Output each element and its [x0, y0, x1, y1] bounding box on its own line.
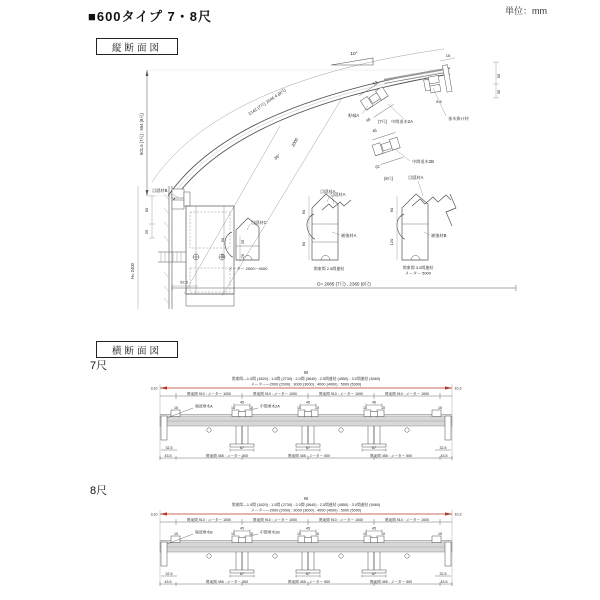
- dim-end-15-left-8: 15: [174, 531, 178, 536]
- dim-c-25: 25: [220, 253, 225, 259]
- dim-curve-length: 2142 (7尺) 2446.4 (8尺): [247, 87, 287, 117]
- dim-roof-height: 601.5 (7尺) : 654 (8尺): [139, 113, 144, 155]
- dim-mid2-15l: 15: [297, 405, 301, 410]
- dim-mid1-45-8: 45: [240, 526, 244, 531]
- dim-bay-4-8: 関東間 910 : メーター 1000: [384, 517, 430, 522]
- caption-kanto-25: 関東間 2.5間連結: [313, 266, 345, 271]
- roof-curve: [168, 68, 450, 202]
- dim-mid2-45-8: 45: [306, 526, 310, 531]
- label-mekakushi-a-right: 目隠材A: [408, 175, 424, 180]
- dim-mid1-67-8: 67: [240, 571, 244, 576]
- dim-mid1-67: 67: [240, 445, 244, 450]
- label-mekakushi-b: 目隠材B: [152, 188, 168, 193]
- dim-wall-25: 25: [144, 229, 149, 235]
- dim-rafter-45: 45: [371, 127, 378, 134]
- dim-end-15-right-8: 15: [438, 531, 442, 536]
- dim-mid3-15r-8: 15: [381, 531, 385, 536]
- cross-section-7-drawing: [146, 370, 466, 470]
- dim-a-60-top: 60: [301, 209, 306, 215]
- dim-bottom-bay-3: 関東間 455 : メーター 500: [369, 453, 413, 458]
- dim-end-15-right: 15: [438, 405, 442, 410]
- dim-bottom-bay-1-8: 関東間 455 : メーター 500: [205, 579, 249, 584]
- dim-c-50: 50: [220, 237, 225, 243]
- dim-offset-left: 3,10: [150, 386, 158, 391]
- unit-label: 単位：mm: [505, 6, 547, 16]
- dim-rafter-62: 62: [371, 79, 379, 87]
- caption-kanto-30: 関東間 3.0間連結: [402, 265, 434, 270]
- mid-rafter-detail-7: [358, 83, 394, 119]
- label-hokyo-a: 補強材A: [341, 233, 357, 238]
- dim-mid1-15r: 15: [249, 405, 253, 410]
- dim-mid2-15r: 15: [315, 405, 319, 410]
- dim-offset-left-8: 3,10: [150, 512, 158, 517]
- dim-mid1-15l-8: 15: [231, 531, 235, 536]
- cross-section-box-label: 横断面図: [96, 341, 178, 358]
- dim-arc-angle: 36°: [272, 152, 282, 161]
- caption-meter-5000: メーター 5000: [404, 270, 432, 276]
- dim-post-25: 25: [240, 239, 245, 245]
- dim-mid3-45-8: 45: [372, 526, 376, 531]
- dim-curve-radius: 2000: [290, 137, 300, 148]
- dim-435-left: 43.5: [164, 453, 172, 458]
- dim-mid2-67: 67: [306, 445, 310, 450]
- depth-dimension: [172, 281, 516, 292]
- page-title: ■600タイプ 7・8尺: [88, 9, 212, 24]
- dim-mid3-67: 67: [372, 445, 376, 450]
- dim-width-meter: メーター—2000 (2000) : 3000 (3000) : 4000 (4000) : 5000 (5000): [250, 382, 362, 387]
- dim-bay-3-8: 関東間 910 : メーター 1000: [318, 517, 364, 522]
- dim-mid1-15r-8: 15: [249, 531, 253, 536]
- mid-rafter-detail-8: [371, 132, 404, 165]
- dim-mid1-45: 45: [240, 400, 244, 405]
- dim-bottom-bay-2: 関東間 455 : メーター 500: [287, 453, 331, 458]
- dim-bottom-bay-2-8: 関東間 455 : メーター 500: [287, 579, 331, 584]
- dim-mid3-45: 45: [372, 400, 376, 405]
- dim-w-8: W: [303, 496, 309, 501]
- dim-435-right-8: 43.5: [440, 579, 448, 584]
- dim-eaves-35: 35: [496, 89, 501, 95]
- label-nobuchi-a: 野縁A: [348, 113, 360, 118]
- dim-bay-4: 関東間 910 : メーター 1000: [384, 391, 430, 396]
- label-end-rafter-b: 端部垂木B: [195, 530, 213, 535]
- dim-mid2-15r-8: 15: [315, 531, 319, 536]
- dim-slope-angle: 10°: [350, 52, 358, 57]
- cross-section-8-drawing: [146, 496, 466, 596]
- dim-w: W: [303, 370, 309, 375]
- dim-offset-right-8: 10,3: [454, 512, 462, 517]
- dim-mid2-15l-8: 15: [297, 531, 301, 536]
- label-8shaku: 8尺: [90, 485, 108, 497]
- dim-end-325-left-8: 32.5: [165, 571, 173, 576]
- label-7shaku-note: (7尺): [378, 119, 388, 124]
- dim-435-right: 43.5: [440, 453, 448, 458]
- dim-end-325-left: 32.5: [165, 445, 173, 450]
- eaves-right-dims: [493, 62, 501, 98]
- dim-mid2-67-8: 67: [306, 571, 310, 576]
- dim-bay-2: 関東間 910 : メーター 1000: [252, 391, 298, 396]
- label-hokyo-b: 補強材B: [431, 233, 447, 238]
- dim-rafter-62b: 62: [374, 163, 381, 170]
- dim-mid2-45: 45: [306, 400, 310, 405]
- dim-eaves-15: 15: [445, 53, 451, 58]
- dim-depth-span: D= 2085 (7尺) , 2365 (8尺): [317, 281, 371, 287]
- dim-b-60: 60: [389, 207, 394, 213]
- dim-bay-3: 関東間 910 : メーター 1000: [318, 391, 364, 396]
- label-mid-rafter-2b: 中間垂木2B: [260, 530, 280, 535]
- dim-mid3-15l-8: 15: [363, 531, 367, 536]
- dim-a-60-bottom: 60: [301, 241, 306, 247]
- wall-detail: [158, 186, 234, 309]
- label-8shaku-note: (8尺): [384, 176, 394, 181]
- dim-rafter-46: 46: [364, 116, 372, 124]
- vertical-section-drawing: [128, 46, 528, 316]
- frame-detail-b: [397, 194, 428, 260]
- label-mekakushi-c: 目隠材C: [251, 220, 267, 225]
- dim-bottom-bay-3-8: 関東間 455 : メーター 500: [369, 579, 413, 584]
- dim-end-15-left: 15: [174, 405, 178, 410]
- dim-offset-right: 10,3: [454, 386, 462, 391]
- dim-eaves-8-5: 8.5: [436, 99, 442, 104]
- dim-435-left-8: 43.5: [164, 579, 172, 584]
- label-chukan-taruki-2b: 中間垂木2B: [412, 159, 434, 164]
- dim-bay-1-8: 関東間 910 : メーター 1000: [186, 517, 232, 522]
- dim-wall-height: H= 2400: [130, 263, 135, 279]
- dim-bay-2-8: 関東間 910 : メーター 1000: [252, 517, 298, 522]
- eaves-detail: [383, 65, 452, 103]
- frame-detail-a: [307, 194, 338, 260]
- dim-mid3-15r: 15: [381, 405, 385, 410]
- label-7shaku: 7尺: [90, 360, 108, 372]
- dim-mid1-15l: 15: [231, 405, 235, 410]
- label-mekakushi-a-left: 目隠材A: [320, 189, 336, 194]
- dim-post-75: 75: [240, 253, 245, 259]
- dim-bay-1: 関東間 910 : メーター 1000: [186, 391, 232, 396]
- dim-mid3-67-8: 67: [372, 571, 376, 576]
- dim-eaves-50: 50: [496, 73, 501, 79]
- dim-width-kanto-8: 関東間—1.0間 (1820) : 1.5間 (2730) : 2.0間 (3640) : 2.5間連結 (4550) : 3.0間連結 (5460): [231, 503, 381, 507]
- label-mid-rafter-2a: 中間垂木2A: [260, 404, 280, 409]
- dim-bottom-bay-1: 関東間 455 : メーター 500: [205, 453, 249, 458]
- label-mekakushi-a-frame: 目隠材A: [330, 192, 346, 197]
- dim-end-325-right-8: 32.5: [439, 571, 447, 576]
- dim-width-meter-8: メーター—2000 (2000) : 3000 (3000) : 4000 (4000) : 5000 (5000): [250, 508, 362, 513]
- label-tarukigake: 垂木掛け材: [448, 116, 469, 121]
- dim-width-kanto: 関東間—1.0間 (1820) : 1.5間 (2730) : 2.0間 (3640) : 2.5間連結 (4550) : 3.0間連結 (5460): [231, 377, 381, 381]
- vertical-section-box-label: 縦断面図: [96, 38, 178, 55]
- dim-end-325-right: 32.5: [439, 445, 447, 450]
- label-end-rafter-a: 端部垂木A: [195, 404, 213, 409]
- dim-92-5: 92.5: [180, 279, 188, 285]
- label-chukan-taruki-2a: 中間垂木2A: [391, 119, 413, 124]
- dim-b-120: 120: [389, 238, 394, 246]
- dim-mid3-15l: 15: [363, 405, 367, 410]
- dim-wall-60: 60: [144, 207, 149, 213]
- caption-meter-range: メーター 2000〜4000: [228, 266, 268, 271]
